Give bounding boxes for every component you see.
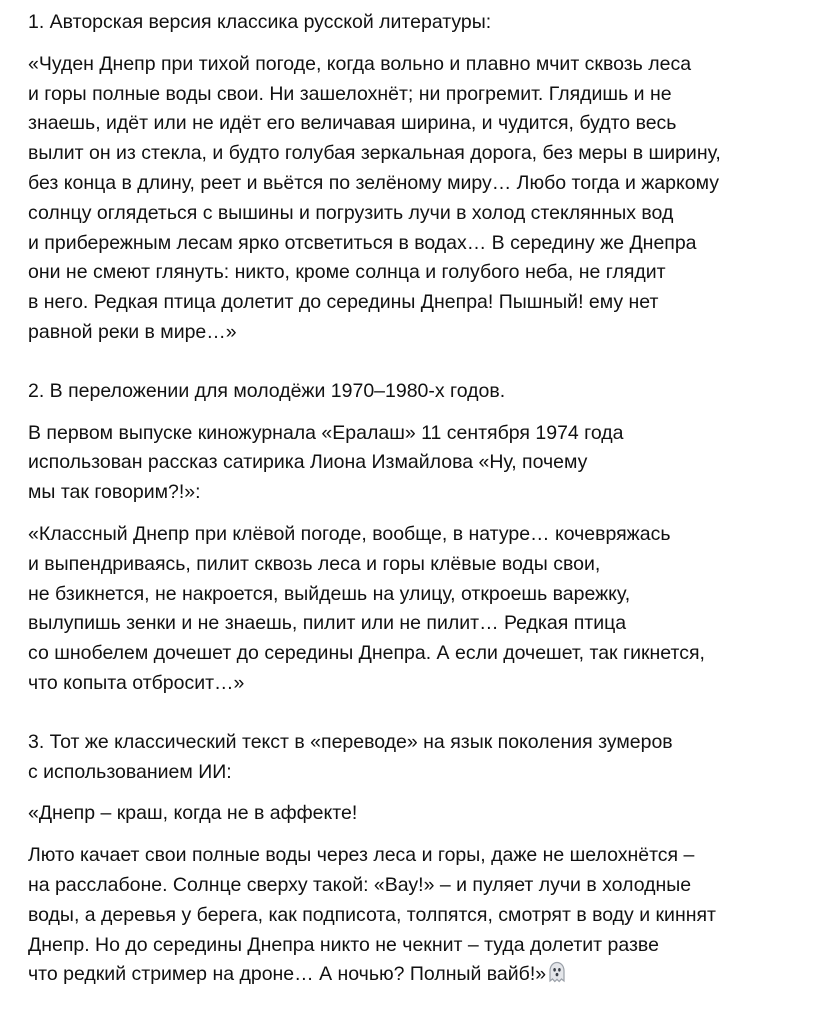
text-line: 2. В переложении для молодёжи 1970–1980-х годов. (28, 379, 506, 402)
text-line: и выпендриваясь, пилит сквозь леса и горы клёвые воды свои, (28, 552, 601, 575)
section-1-quote (28, 50, 798, 348)
section-3-quote-body (28, 841, 798, 993)
text-line: равной реки в мире…» (28, 320, 237, 343)
text-line: что копыта отбросит…» (28, 671, 245, 694)
section-2-intro (28, 419, 798, 508)
text-line: что редкий стример на дроне… А ночью? Полный вайб!» (28, 963, 547, 986)
text-line: Люто качает свои полные воды через леса и горы, даже не шелохнётся – (28, 844, 695, 867)
text-line: «Чуден Днепр при тихой погоде, когда вольно и плавно мчит сквозь леса (28, 52, 692, 75)
text-line: В первом выпуске киножурнала «Ералаш» 11 сентября 1974 года (28, 421, 624, 444)
section-3-quote-title (28, 799, 798, 829)
section-2-heading (28, 377, 798, 407)
text-line: Днепр. Но до середины Днепра никто не чекнит – туда долетит разве (28, 933, 659, 956)
text-line: и горы полные воды свои. Ни зашелохнёт; ни прогремит. Глядишь и не (28, 82, 672, 105)
ghost-icon (547, 961, 567, 993)
text-line: знаешь, идёт или не идёт его величавая ширина, и чудится, будто весь (28, 112, 677, 135)
section-3-heading (28, 728, 798, 788)
text-line: они не смеют глянуть: никто, кроме солнца и голубого неба, не глядит (28, 261, 666, 284)
text-line: «Днепр – краш, когда не в аффекте! (28, 802, 358, 825)
text-line: солнцу оглядеться с вышины и погрузить лучи в холод стеклянных вод (28, 201, 674, 224)
post-text (28, 8, 798, 993)
text-line: не бзикнется, не накроется, выйдешь на улицу, откроешь варежку, (28, 582, 631, 605)
text-line: с использованием ИИ: (28, 760, 232, 783)
text-line: в него. Редкая птица долетит до середины Днепра! Пышный! ему нет (28, 291, 659, 314)
text-line: вылупишь зенки и не знаешь, пилит или не пилит… Редкая птица (28, 612, 627, 635)
text-line: на расслабоне. Солнце сверху такой: «Вау!» – и пуляет лучи в холодные (28, 873, 692, 896)
last-line (28, 960, 798, 993)
text-line: без конца в длину, реет и вьётся по зелёному миру… Любо тогда и жаркому (28, 171, 719, 194)
text-line: 3. Тот же классический текст в «переводе» на язык поколения зумеров (28, 730, 673, 753)
text-line: 1. Авторская версия классика русской литературы: (28, 11, 492, 33)
text-line: и прибережным лесам ярко отсветиться в водах… В середину же Днепра (28, 231, 697, 254)
section-2-quote (28, 520, 798, 699)
text-line: «Классный Днепр при клёвой погоде, вообще, в натуре… кочевряжась (28, 522, 671, 545)
text-line: мы так говорим?!»: (28, 481, 201, 504)
text-line: воды, а деревья у берега, как подписота, толпятся, смотрят в воду и киннят (28, 903, 716, 926)
text-line: использован рассказ сатирика Лиона Измайлова «Ну, почему (28, 451, 588, 474)
text-line: со шнобелем дочешет до середины Днепра. А если дочешет, так гикнется, (28, 642, 705, 665)
section-1-heading (28, 8, 798, 38)
text-line: вылит он из стекла, и будто голубая зеркальная дорога, без меры в ширину, (28, 142, 721, 165)
